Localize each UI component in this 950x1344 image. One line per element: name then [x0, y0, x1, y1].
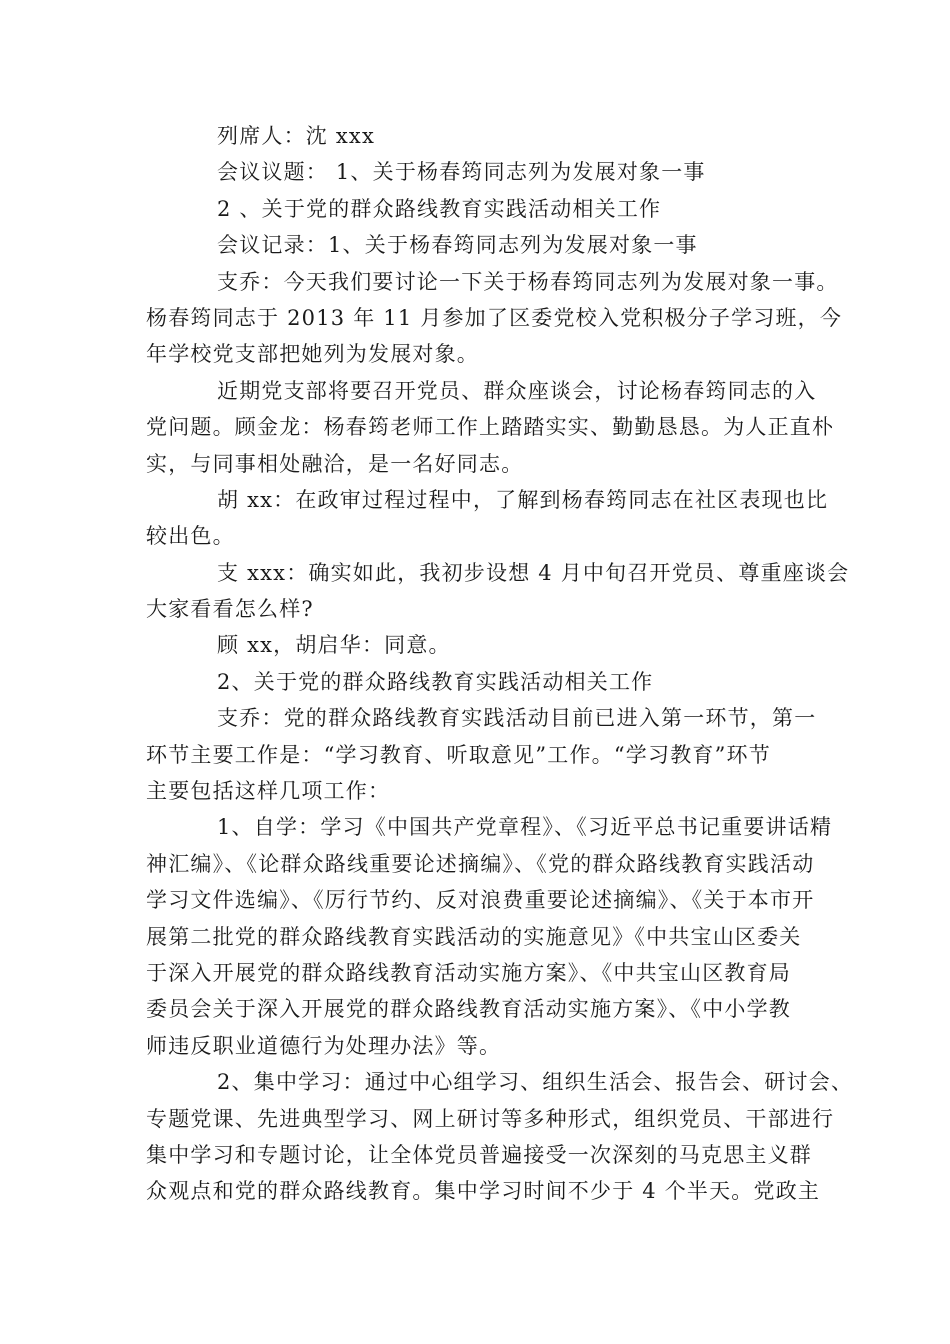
paragraph-line: 党问题。顾金龙：杨春筠老师工作上踏踏实实、勤勤恳恳。为人正直朴: [146, 415, 835, 440]
paragraph-line: 委员会关于深入开展党的群众路线教育活动实施方案》、《中小学教: [146, 997, 791, 1022]
paragraph-line: 专题党课、先进典型学习、网上研讨等多种形式，组织党员、干部进行: [146, 1106, 835, 1131]
paragraph-line: 胡 xx：在政审过程过程中，了解到杨春筠同志在社区表现也比: [217, 487, 829, 512]
paragraph-line: 环节主要工作是：“学习教育、听取意见”工作。“学习教育”环节: [146, 742, 771, 767]
paragraph-line: 支 xxx：确实如此，我初步设想 4 月中旬召开党员、尊重座谈会: [217, 560, 850, 585]
paragraph-line: 众观点和党的群众路线教育。集中学习时间不少于 4 个半天。党政主: [146, 1179, 821, 1204]
paragraph-line: 2、集中学习：通过中心组学习、组织生活会、报告会、研讨会、: [217, 1070, 854, 1095]
paragraph-line: 较出色。: [146, 524, 235, 549]
section-heading-line: 2、关于党的群众路线教育实践活动相关工作: [217, 669, 654, 694]
minutes-heading-line: 会议记录：1、关于杨春筠同志列为发展对象一事: [217, 233, 698, 258]
paragraph-line: 神汇编》、《论群众路线重要论述摘编》、《党的群众路线教育实践活动: [146, 851, 815, 876]
paragraph-line: 顾 xx，胡启华：同意。: [217, 633, 451, 658]
paragraph-line: 大家看看怎么样?: [146, 597, 314, 622]
paragraph-line: 主要包括这样几项工作：: [146, 779, 391, 804]
agenda-item-2-line: 2 、关于党的群众路线教育实践活动相关工作: [217, 196, 662, 221]
paragraph-line: 支乔：今天我们要讨论一下关于杨春筠同志列为发展对象一事。: [217, 269, 839, 294]
paragraph-line: 学习文件选编》、《厉行节约、反对浪费重要论述摘编》、《关于本市开: [146, 888, 815, 913]
paragraph-line: 实，与同事相处融洽，是一名好同志。: [146, 451, 524, 476]
paragraph-line: 年学校党支部把她列为发展对象。: [146, 342, 479, 367]
paragraph-line: 于深入开展党的群众路线教育活动实施方案》、《中共宝山区教育局: [146, 960, 791, 985]
document-body: [146, 118, 854, 1210]
paragraph-line: 1、自学：学习《中国共产党章程》、《习近平总书记重要讲话精: [217, 815, 833, 840]
paragraph-line: 近期党支部将要召开党员、群众座谈会，讨论杨春筠同志的入: [217, 378, 817, 403]
paragraph-line: 展第二批党的群众路线教育实践活动的实施意见》《中共宝山区委关: [146, 924, 802, 949]
paragraph-line: 支乔：党的群众路线教育实践活动目前已进入第一环节，第一: [217, 706, 817, 731]
attendee-line: 列席人：沈 xxx: [217, 124, 376, 148]
agenda-line: 会议议题： 1、关于杨春筠同志列为发展对象一事: [217, 160, 706, 185]
paragraph-line: 杨春筠同志于 2013 年 11 月参加了区委党校入党积极分子学习班，今: [146, 305, 843, 330]
paragraph-line: 集中学习和专题讨论，让全体党员普遍接受一次深刻的马克思主义群: [146, 1142, 812, 1167]
paragraph-line: 师违反职业道德行为处理办法》等。: [146, 1033, 502, 1058]
